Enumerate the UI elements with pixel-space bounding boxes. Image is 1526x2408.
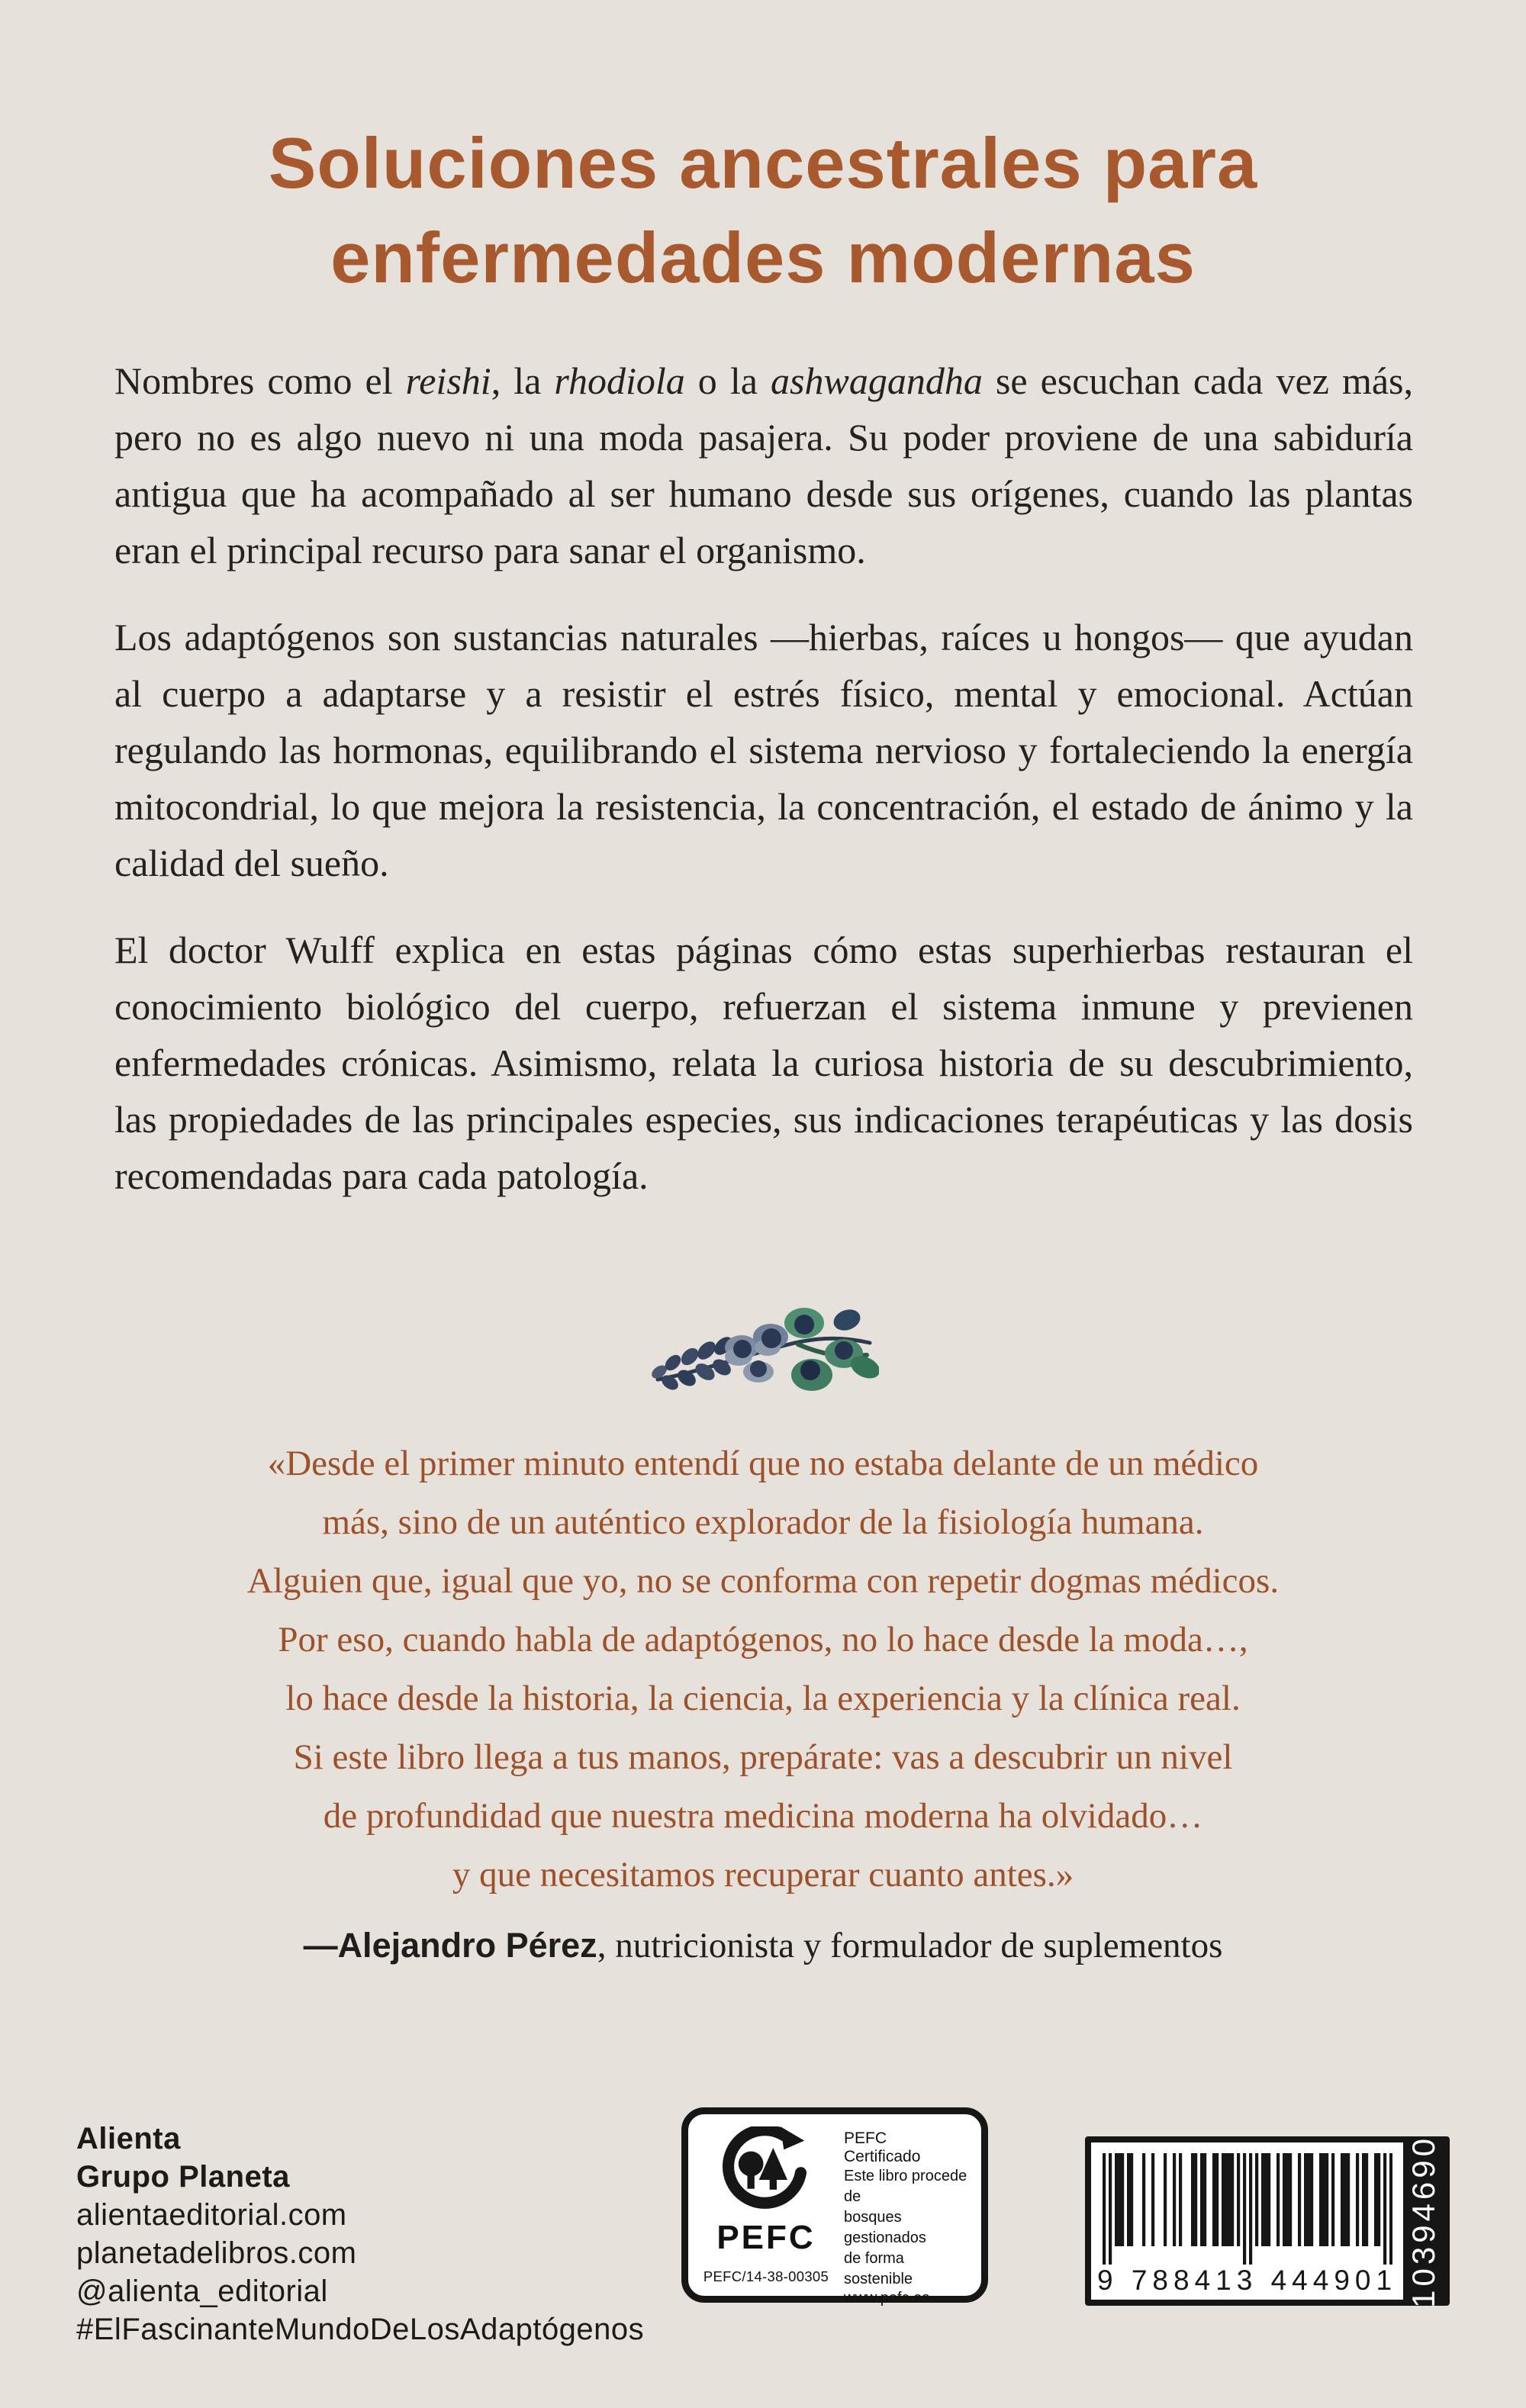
barcode-area xyxy=(1091,2142,1403,2300)
italic-term-ashwagandha: ashwagandha xyxy=(771,359,983,402)
product-number: 10394690 xyxy=(1405,2134,1441,2308)
italic-term-reishi: reishi xyxy=(405,359,491,402)
publisher-url-planetadelibros: planetadelibros.com xyxy=(76,2236,357,2270)
attribution-role: , nutricionista y formulador de suplementos xyxy=(597,1926,1223,1965)
attribution-name: —Alejandro Pérez xyxy=(303,1926,597,1965)
isbn-digits: 9 788413 444901 xyxy=(1097,2265,1398,2296)
pefc-license-code: PEFC/14-38-00305 xyxy=(703,2268,829,2284)
quote-line: más, sino de un auténtico explorador de la fisiología humana. xyxy=(322,1502,1204,1542)
text-run: o la xyxy=(684,359,771,402)
synopsis-paragraph-2: Los adaptógenos son sustancias naturales —hierbas, raíces u hongos— que ayudan al cuerpo a adaptarse y a resistir el estrés físico, mental y emocional. Actúan regulando las hormonas, equilibrando el sistema nervioso y fortaleciendo la energía mitocondrial, lo que mejora la resistencia, la concentración, el estado de ánimo y la calidad del sueño. xyxy=(114,616,1413,884)
quote-line: y que necesitamos recuperar cuanto antes.» xyxy=(452,1855,1074,1895)
product-number-strip xyxy=(1403,2134,1444,2308)
pefc-certification-card xyxy=(681,2107,988,2307)
quote-line: Por eso, cuando habla de adaptógenos, no lo hace desde la moda…, xyxy=(278,1620,1248,1660)
italic-term-rhodiola: rhodiola xyxy=(554,359,685,402)
publisher-social-handle: @alienta_editorial xyxy=(76,2274,328,2308)
pefc-logo-icon xyxy=(721,2126,811,2212)
sprig-fern-leaves xyxy=(649,1334,736,1393)
publisher-block xyxy=(76,2120,644,2348)
pefc-logo-column xyxy=(702,2126,830,2285)
sprig-green-flowers xyxy=(784,1306,879,1391)
publisher-hashtag: #ElFascinanteMundoDeLosAdaptógenos xyxy=(76,2313,645,2346)
pefc-claim-line: bosques gestionados xyxy=(844,2209,926,2246)
text-run: , la xyxy=(491,359,555,402)
publisher-imprint: Alienta xyxy=(76,2122,181,2155)
synopsis-paragraph-1 xyxy=(114,353,1413,578)
pefc-claim-text xyxy=(844,2166,967,2290)
pefc-url: www.pefc.es xyxy=(844,2290,930,2307)
page-title xyxy=(0,116,1526,305)
quote-line: Si este libro llega a tus manos, prepárate: vas a descubrir un nivel xyxy=(293,1737,1233,1777)
barcode-bars xyxy=(1103,2153,1392,2265)
pefc-claim-line: de forma sostenible xyxy=(844,2250,913,2287)
synopsis-paragraph-3: El doctor Wulff explica en estas páginas cómo estas superhierbas restauran el conocimiento biológico del cuerpo, refuerzan el sistema inmune y previenen enfermedades crónicas. Asimismo, relata la curiosa historia de su descubrimiento, las propiedades de las principales especies, sus indicaciones terapéuticas y las dosis recomendadas para cada patología. xyxy=(114,929,1413,1197)
pefc-certified-label: PEFC Certificado xyxy=(844,2130,921,2165)
isbn-barcode-card xyxy=(1085,2136,1450,2306)
quote-line: lo hace desde la historia, la ciencia, la experiencia y la clínica real. xyxy=(285,1679,1241,1718)
text-run: Nombres como el xyxy=(114,359,406,402)
pefc-claim-line: Este libro procede de xyxy=(844,2168,967,2205)
pefc-wordmark: PEFC xyxy=(716,2219,816,2256)
quote-line: «Desde el primer minuto entendí que no estaba delante de un médico xyxy=(267,1444,1259,1483)
quote-attribution xyxy=(0,1923,1526,1969)
title-line-2: enfermedades modernas xyxy=(330,217,1196,298)
text-run: se escuchan cada vez más, pero no es algo nuevo ni una moda pasajera. Su poder proviene de una sabiduría antigua que ha acompañado al ser humano desde sus orígenes, cuando las plantas eran el principal recurso para sanar el organismo. xyxy=(114,359,1413,571)
title-line-1: Soluciones ancestrales para xyxy=(268,123,1258,203)
publisher-url-alienta: alientaeditorial.com xyxy=(76,2198,347,2232)
publisher-group: Grupo Planeta xyxy=(76,2160,290,2194)
quote-line: de profundidad que nuestra medicina moderna ha olvidado… xyxy=(323,1796,1203,1836)
endorsement-quote xyxy=(76,1434,1450,1904)
quote-line: Alguien que, igual que yo, no se conforma con repetir dogmas médicos. xyxy=(246,1561,1280,1601)
synopsis xyxy=(114,353,1413,1235)
watercolor-sprig-illustration xyxy=(647,1286,879,1412)
pefc-text-column xyxy=(842,2126,967,2307)
